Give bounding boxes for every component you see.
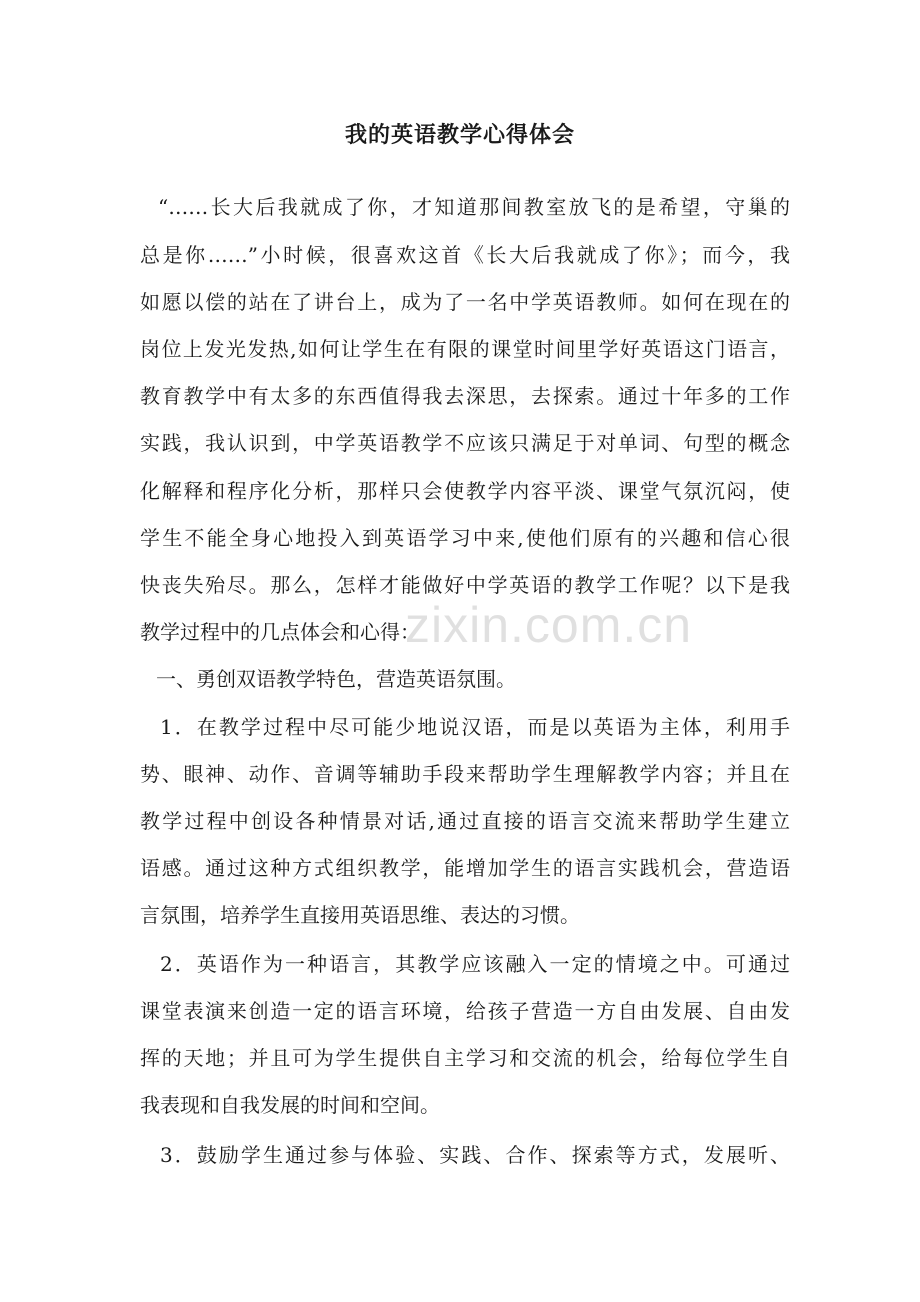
paragraph-line: 势、眼神、动作、音调等辅助手段来帮助学生理解教学内容；并且在 [140, 762, 790, 786]
paragraph-line: 我表现和自我发展的时间和空间。 [140, 1093, 440, 1117]
list-item-line: 1．在教学过程中尽可能少地说汉语，而是以英语为主体，利用手 [160, 715, 790, 739]
list-item-line: 3．鼓励学生通过参与体验、实践、合作、探索等方式，发展听、 [160, 1143, 790, 1167]
paragraph-line: 教学过程中的几点体会和心得： [140, 620, 420, 644]
paragraph-line: 总是你……”小时候，很喜欢这首《长大后我就成了你》；而今，我 [140, 243, 790, 267]
paragraph-line: 言氛围，培养学生直接用英语思维、表达的习惯。 [140, 903, 580, 927]
paragraph-line: 实践，我认识到，中学英语教学不应该只满足于对单词、句型的概念 [140, 431, 790, 455]
page-title: 我的英语教学心得体会 [344, 122, 575, 148]
paragraph-line: 教育教学中有太多的东西值得我去深思，去探索。通过十年多的工作 [140, 384, 790, 408]
paragraph-line: 快丧失殆尽。那么，怎样才能做好中学英语的教学工作呢？以下是我 [140, 573, 790, 597]
paragraph-line: 化解释和程序化分析，那样只会使教学内容平淡、课堂气氛沉闷，使 [140, 479, 790, 503]
paragraph-line: 教学过程中创设各种情景对话,通过直接的语言交流来帮助学生建立 [140, 809, 790, 833]
paragraph-line: 课堂表演来创造一定的语言环境，给孩子营造一方自由发展、自由发 [140, 999, 790, 1023]
list-item-line: 2．英语作为一种语言，其教学应该融入一定的情境之中。可通过 [160, 952, 790, 976]
paragraph-line: 岗位上发光发热,如何让学生在有限的课堂时间里学好英语这门语言， [140, 337, 790, 361]
paragraph-line: 学生不能全身心地投入到英语学习中来,使他们原有的兴趣和信心很 [140, 526, 790, 550]
watermark-text: zixin.com.cn [405, 597, 693, 653]
paragraph-line: 挥的天地；并且可为学生提供自主学习和交流的机会，给每位学生自 [140, 1046, 790, 1070]
paragraph-line: “……长大后我就成了你，才知道那间教室放飞的是希望，守巢的 [158, 195, 790, 219]
paragraph-line: 语感。通过这种方式组织教学，能增加学生的语言实践机会，营造语 [140, 856, 790, 880]
paragraph-line: 如愿以偿的站在了讲台上，成为了一名中学英语教师。如何在现在的 [140, 290, 790, 314]
section-heading: 一、勇创双语教学特色，营造英语氛围。 [156, 667, 516, 691]
